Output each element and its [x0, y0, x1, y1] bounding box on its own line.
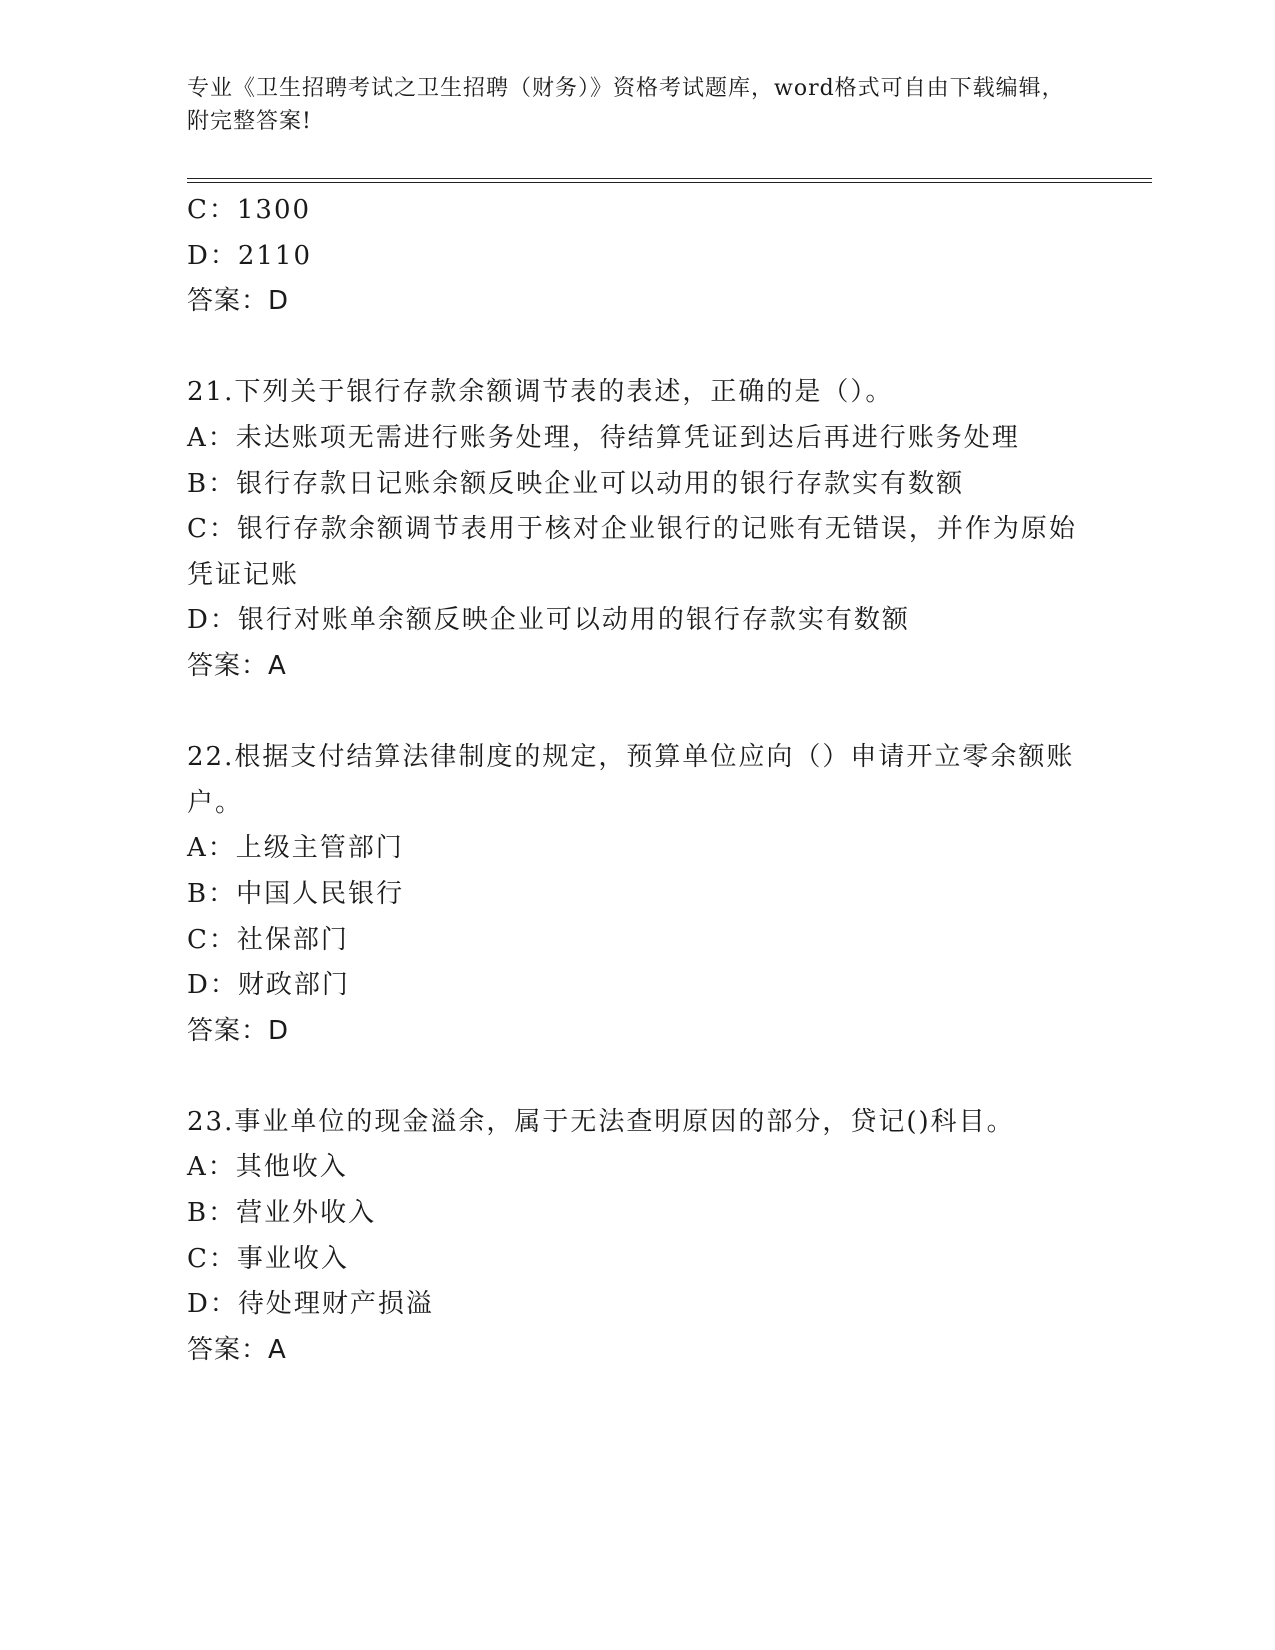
prev-question-block: [187, 188, 1087, 325]
header-divider: [187, 178, 1152, 183]
question-text: 23.事业单位的现金溢余，属于无法查明原因的部分，贷记()科目。: [187, 1106, 1015, 1137]
option-line: A：上级主管部门: [187, 833, 404, 864]
option-line: C：事业收入: [187, 1243, 349, 1274]
answer-line: 答案：A: [187, 1334, 287, 1365]
option-line: C：1300: [187, 195, 312, 225]
document-header: 专业《卫生招聘考试之卫生招聘（财务）》资格考试题库，word格式可自由下载编辑，附完整答案!: [187, 76, 1065, 134]
option-line: B：中国人民银行: [187, 878, 405, 909]
question-block: [187, 735, 1087, 1054]
spacer: [187, 690, 1087, 736]
question-text: 21.下列关于银行存款余额调节表的表述，正确的是（）。: [187, 377, 894, 408]
option-line: D：银行对账单余额反映企业可以动用的银行存款实有数额: [187, 605, 910, 636]
option-line: B：营业外收入: [187, 1198, 377, 1229]
option-line: C：社保部门: [187, 924, 349, 955]
spacer: [187, 325, 1087, 371]
answer-line: 答案：D: [187, 286, 290, 317]
option-line: D：2110: [187, 240, 313, 271]
spacer: [187, 1054, 1087, 1100]
option-line: D：待处理财产损溢: [187, 1289, 434, 1320]
question-block: [187, 370, 1087, 689]
answer-line: 答案：A: [187, 650, 287, 681]
question-block: [187, 1100, 1087, 1374]
option-line: C：银行存款余额调节表用于核对企业银行的记账有无错误，并作为原始凭证记账: [187, 514, 1077, 590]
option-line: B：银行存款日记账余额反映企业可以动用的银行存款实有数额: [187, 468, 965, 499]
option-line: A：其他收入: [187, 1152, 348, 1183]
option-line: D：财政部门: [187, 970, 350, 1001]
question-text: 22.根据支付结算法律制度的规定，预算单位应向（）申请开立零余额账户。: [187, 742, 1075, 818]
option-line: A：未达账项无需进行账务处理，待结算凭证到达后再进行账务处理: [187, 422, 1020, 453]
question-content: [187, 188, 1087, 1373]
answer-line: 答案：D: [187, 1015, 290, 1046]
